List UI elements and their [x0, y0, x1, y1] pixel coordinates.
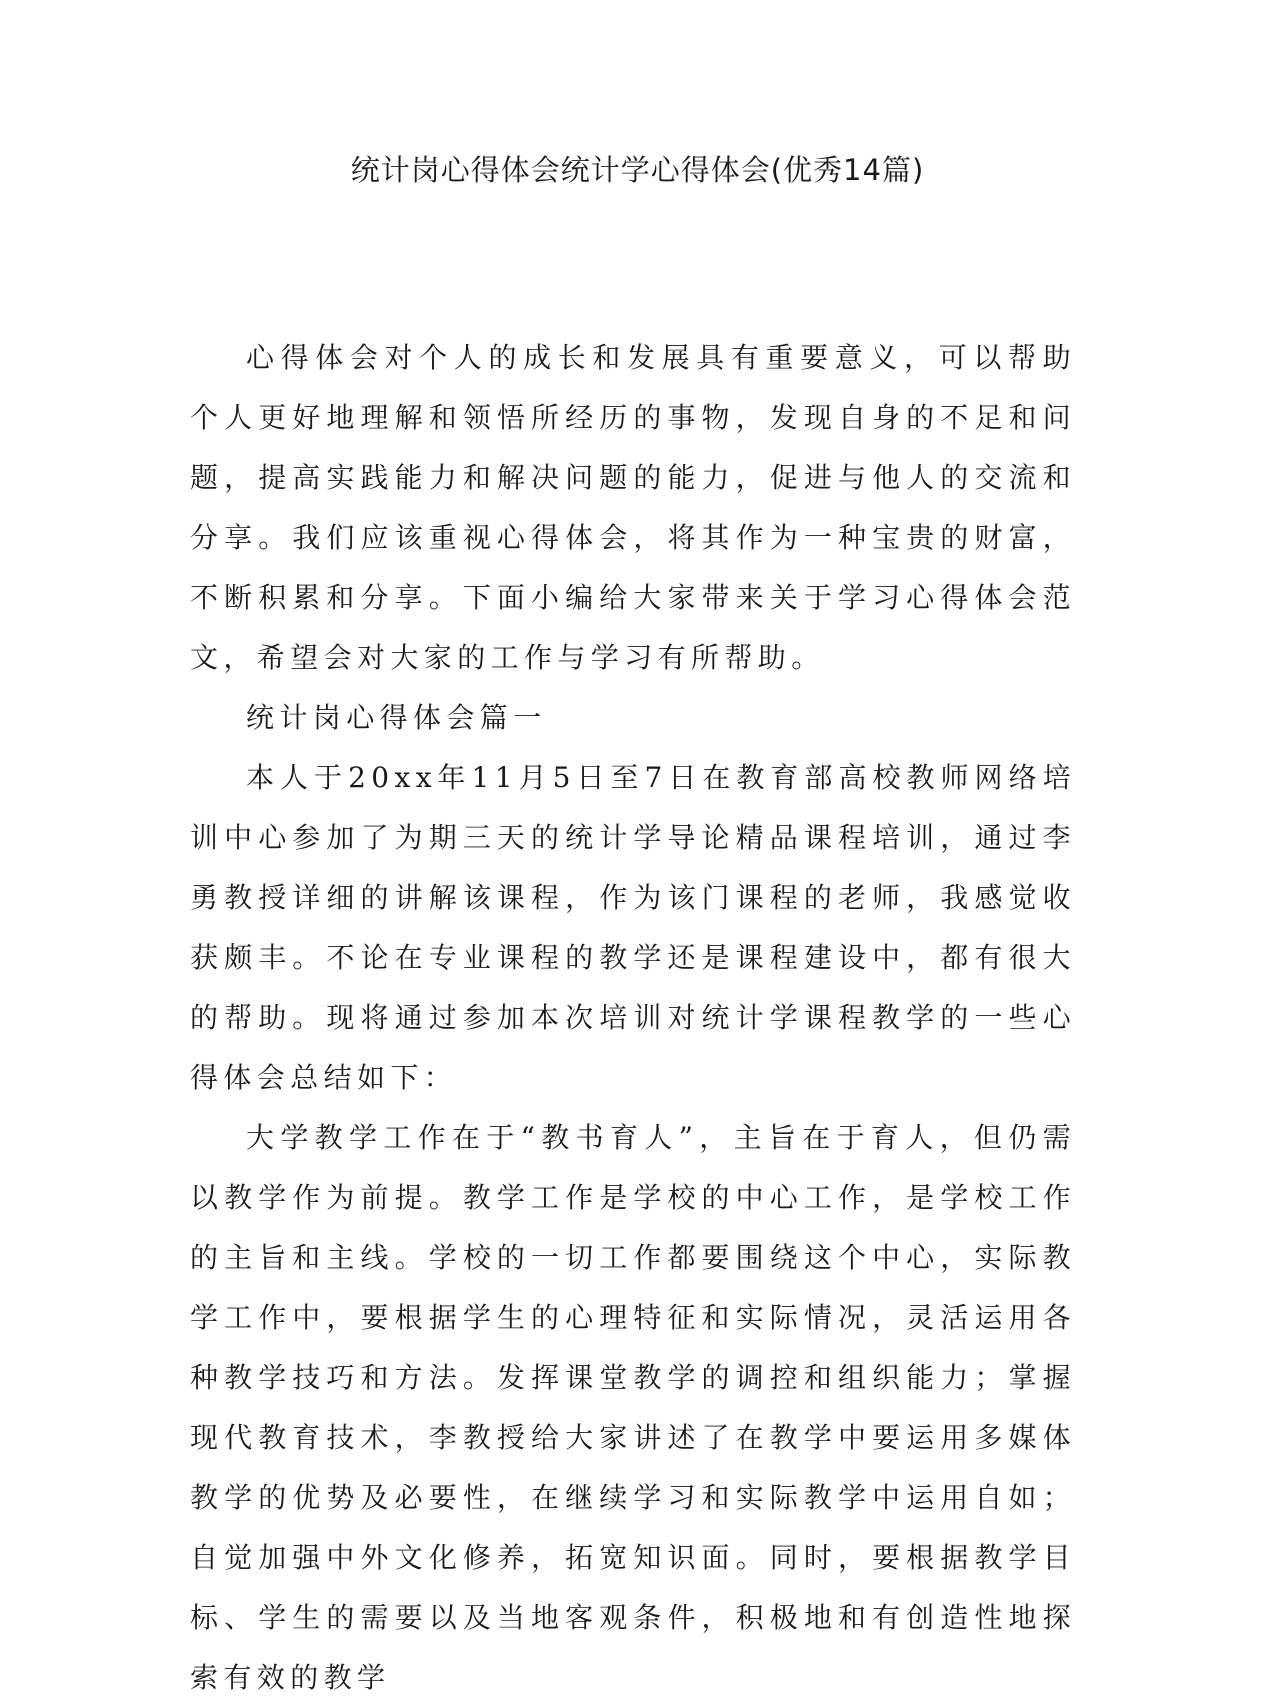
body-paragraph: 本人于20xx年11月5日至7日在教育部高校教师网络培训中心参加了为期三天的统计学导论精品课程培训，通过李勇教授详细的讲解该课程，作为该门课程的老师，我感觉收获颇丰。不论在专业课程的教学还是课程建设中，都有很大的帮助。现将通过参加本次培训对统计学课程教学的一些心得体会总结如下：	[190, 761, 1076, 1094]
document-body	[190, 328, 1076, 1708]
section-heading: 统计岗心得体会篇一	[246, 701, 547, 734]
body-paragraph: 大学教学工作在于“教书育人”，主旨在于育人，但仍需以教学作为前提。教学工作是学校的中心工作，是学校工作的主旨和主线。学校的一切工作都要围绕这个中心，实际教学工作中，要根据学生的心理特征和实际情况，灵活运用各种教学技巧和方法。发挥课堂教学的调控和组织能力；掌握现代教育技术，李教授给大家讲述了在教学中要运用多媒体教学的优势及必要性，在继续学习和实际教学中运用自如；自觉加强中外文化修养，拓宽知识面。同时，要根据教学目标、学生的需要以及当地客观条件，积极地和有创造性地探索有效的教学	[190, 1121, 1076, 1694]
document-title: 统计岗心得体会统计学心得体会(优秀14篇)	[350, 153, 925, 187]
intro-paragraph: 心得体会对个人的成长和发展具有重要意义，可以帮助个人更好地理解和领悟所经历的事物，发现自身的不足和问题，提高实践能力和解决问题的能力，促进与他人的交流和分享。我们应该重视心得体会，将其作为一种宝贵的财富，不断积累和分享。下面小编给大家带来关于学习心得体会范文，希望会对大家的工作与学习有所帮助。	[190, 341, 1076, 674]
